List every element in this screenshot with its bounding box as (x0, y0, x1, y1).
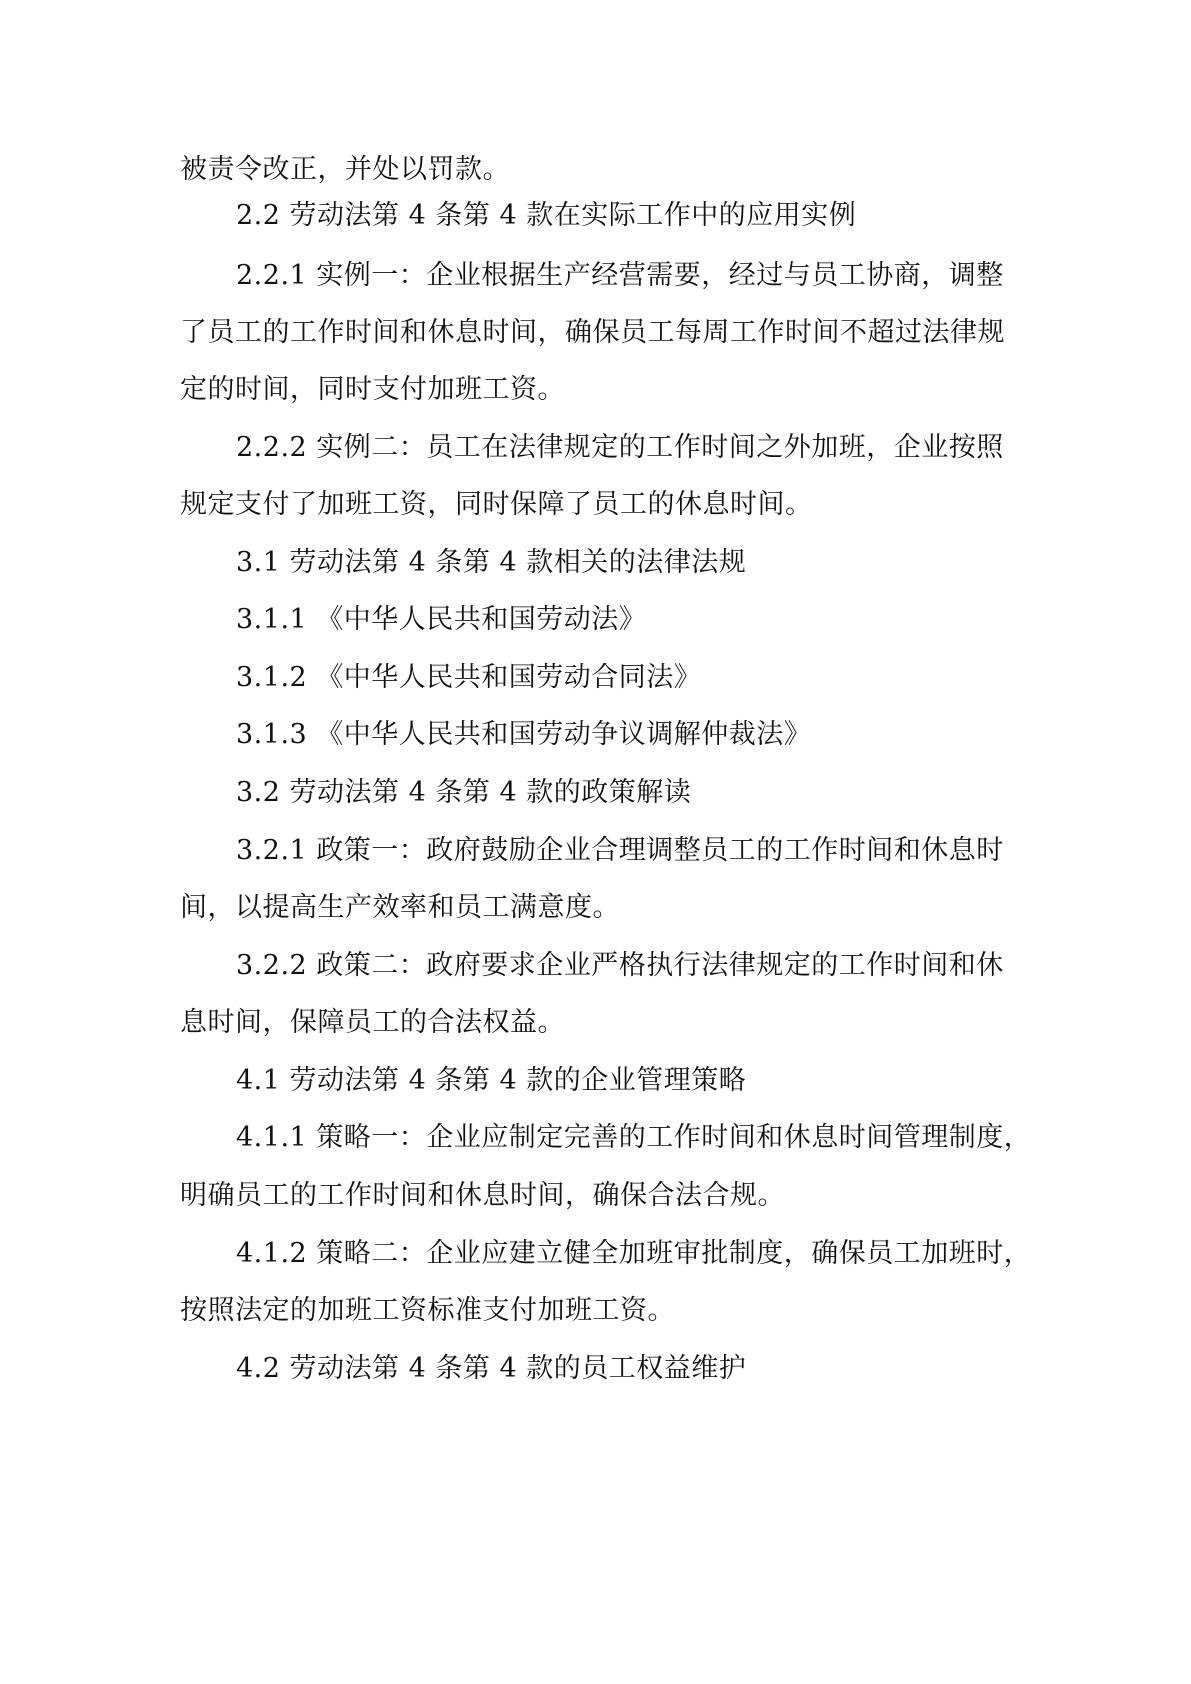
paragraph-line: 被责令改正，并处以罚款。 (180, 154, 510, 185)
paragraph-line: 定的时间，同时支付加班工资。 (180, 374, 565, 405)
paragraph-line: 了员工的工作时间和休息时间，确保员工每周工作时间不超过法律规 (180, 317, 1005, 348)
list-item: 3.1.3 《中华人民共和国劳动争议调解仲裁法》 (236, 719, 812, 750)
section-heading-2-2: 2.2 劳动法第 4 条第 4 款在实际工作中的应用实例 (236, 200, 857, 231)
paragraph-line: 3.2.2 政策二：政府要求企业严格执行法律规定的工作时间和休 (236, 950, 1004, 981)
paragraph-line: 息时间，保障员工的合法权益。 (180, 1007, 565, 1038)
paragraph-line: 间，以提高生产效率和员工满意度。 (180, 892, 620, 923)
paragraph-line: 规定支付了加班工资，同时保障了员工的休息时间。 (180, 489, 813, 520)
paragraph-line: 3.2.1 政策一：政府鼓励企业合理调整员工的工作时间和休息时 (236, 835, 1004, 866)
list-item: 3.1.1 《中华人民共和国劳动法》 (236, 604, 647, 635)
section-heading-3-2: 3.2 劳动法第 4 条第 4 款的政策解读 (236, 777, 692, 808)
section-heading-3-1: 3.1 劳动法第 4 条第 4 款相关的法律法规 (236, 547, 747, 578)
list-item: 3.1.2 《中华人民共和国劳动合同法》 (236, 662, 702, 693)
paragraph-line: 2.2.2 实例二：员工在法律规定的工作时间之外加班，企业按照 (236, 432, 1004, 463)
paragraph-line: 4.1.2 策略二：企业应建立健全加班审批制度，确保员工加班时， (236, 1238, 1032, 1269)
paragraph-line: 按照法定的加班工资标准支付加班工资。 (180, 1295, 675, 1326)
paragraph-line: 2.2.1 实例一：企业根据生产经营需要，经过与员工协商，调整 (236, 260, 1004, 291)
paragraph-line: 明确员工的工作时间和休息时间，确保合法合规。 (180, 1180, 785, 1211)
paragraph-line: 4.1.1 策略一：企业应制定完善的工作时间和休息时间管理制度， (236, 1122, 1032, 1153)
section-heading-4-1: 4.1 劳动法第 4 条第 4 款的企业管理策略 (236, 1065, 747, 1096)
section-heading-4-2: 4.2 劳动法第 4 条第 4 款的员工权益维护 (236, 1353, 747, 1384)
